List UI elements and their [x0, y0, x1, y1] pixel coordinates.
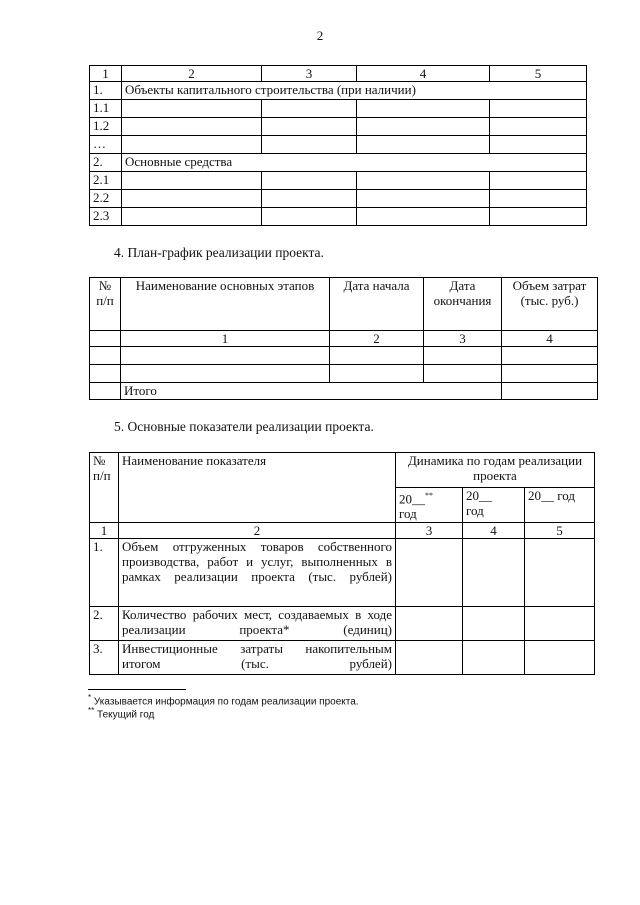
indicators-table — [89, 452, 595, 675]
table-row — [90, 118, 587, 136]
table-row — [90, 82, 587, 100]
row-num: 1.2 — [90, 118, 122, 136]
capital-objects-table — [89, 65, 587, 226]
col-index: 2 — [119, 523, 396, 539]
col-header: 3 — [262, 66, 357, 82]
row-name: Инвестиционные затраты накопительным итогом (тыс. рублей) — [119, 641, 396, 675]
row-num: 2.3 — [90, 208, 122, 226]
col-start-header: Дата начала — [330, 278, 424, 331]
col-num-header: № п/п — [90, 453, 119, 523]
table-row — [90, 100, 587, 118]
page-number: 2 — [316, 28, 324, 43]
row-num: 1. — [90, 82, 122, 100]
footnote-1: * Указывается информация по годам реализации проекта. — [88, 693, 359, 708]
col-header: 1 — [90, 66, 122, 82]
row-name: Основные средства — [122, 154, 587, 172]
col-index: 1 — [90, 523, 119, 539]
row-name: Объем отгруженных товаров собственного производства, работ и услуг, выполненных в рамках реализации проекта (тыс. рублей) — [119, 539, 396, 607]
section5-title: 5. Основные показатели реализации проекта. — [114, 419, 374, 434]
table-row — [90, 154, 587, 172]
row-num: 2.2 — [90, 190, 122, 208]
table-row — [90, 365, 598, 383]
table-row — [90, 136, 587, 154]
row-num: 3. — [90, 641, 119, 675]
col-header: 5 — [490, 66, 587, 82]
section4-title: 4. План-график реализации проекта. — [114, 245, 324, 260]
row-name: Количество рабочих мест, создаваемых в ходе реализации проекта* (единиц) — [119, 607, 396, 641]
col-index: 3 — [396, 523, 463, 539]
footnote-divider — [88, 689, 186, 690]
col-header: 4 — [357, 66, 490, 82]
total-label: Итого — [121, 383, 502, 400]
table-row — [90, 347, 598, 365]
table-row — [90, 641, 595, 675]
col-name-header: Наименование показателя — [119, 453, 396, 523]
col-index: 4 — [463, 523, 525, 539]
footnote-2: ** Текущий год — [88, 706, 155, 721]
col-cost-header: Объем затрат (тыс. руб.) — [502, 278, 598, 331]
table-row — [90, 383, 598, 400]
row-name: Объекты капитального строительства (при наличии) — [122, 82, 587, 100]
year2-header: 20__ год — [463, 488, 525, 523]
table-row — [90, 190, 587, 208]
table-row — [90, 208, 587, 226]
row-num: … — [90, 136, 122, 154]
col-index: 4 — [502, 331, 598, 347]
table-row — [90, 607, 595, 641]
row-num: 2. — [90, 607, 119, 641]
col-header: 2 — [122, 66, 262, 82]
table-row — [90, 539, 595, 607]
table-row — [90, 172, 587, 190]
year3-header: 20__ год — [525, 488, 595, 523]
row-num: 2. — [90, 154, 122, 172]
col-index: 1 — [121, 331, 330, 347]
year1-header: 20__** год — [396, 488, 463, 523]
row-num: 1. — [90, 539, 119, 607]
row-num: 1.1 — [90, 100, 122, 118]
col-num-header: № п/п — [90, 278, 121, 331]
col-index: 5 — [525, 523, 595, 539]
col-name-header: Наименование основных этапов — [121, 278, 330, 331]
schedule-table — [89, 277, 598, 400]
col-index: 2 — [330, 331, 424, 347]
col-end-header: Дата окончания — [424, 278, 502, 331]
col-index: 3 — [424, 331, 502, 347]
row-num: 2.1 — [90, 172, 122, 190]
dynamics-header: Динамика по годам реализации проекта — [396, 453, 595, 488]
